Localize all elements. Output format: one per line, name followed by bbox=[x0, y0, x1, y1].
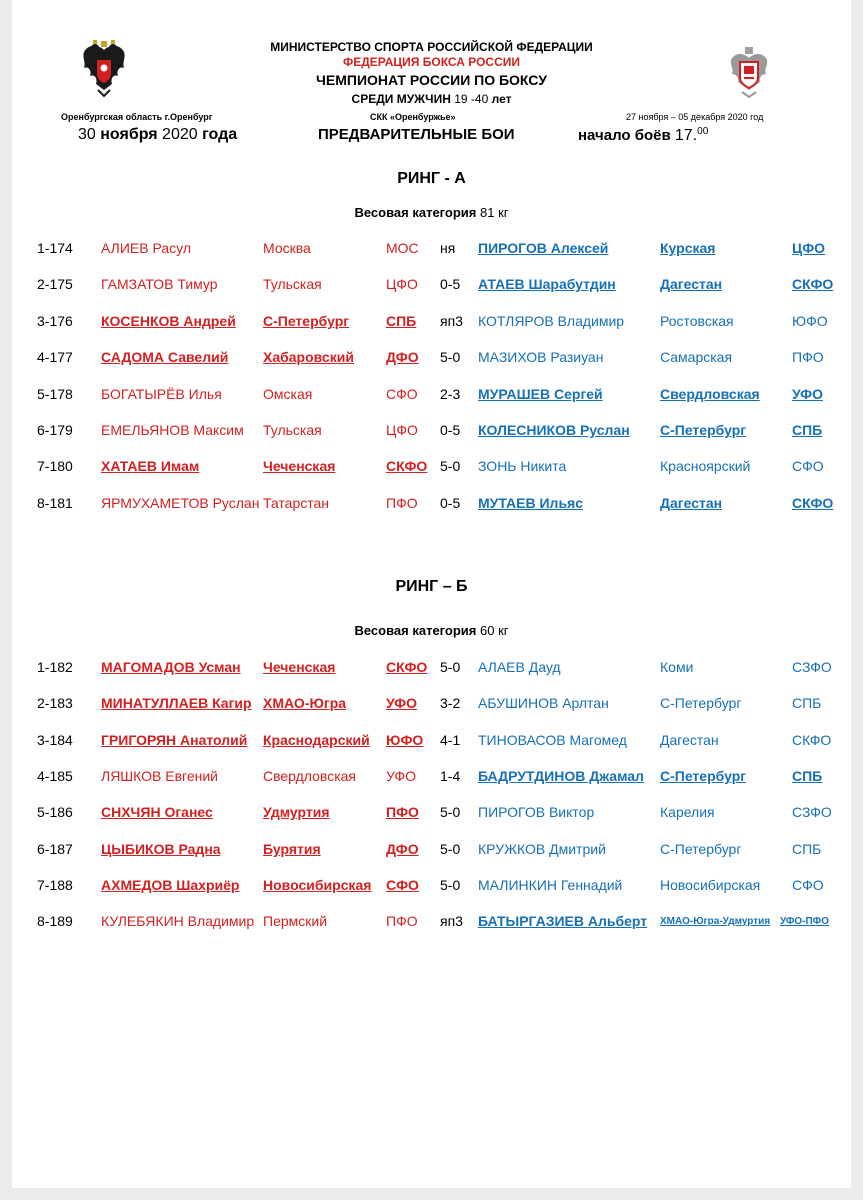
red-boxer-name: ЛЯШКОВ Евгений bbox=[101, 768, 218, 784]
red-boxer-region: Новосибирская bbox=[263, 877, 372, 893]
red-boxer-region: Чеченская bbox=[263, 659, 336, 675]
bout-result: 3-2 bbox=[440, 695, 461, 711]
bout-year-word: года bbox=[202, 126, 238, 143]
bout-number: 6-187 bbox=[37, 841, 73, 857]
stage-title: ПРЕДВАРИТЕЛЬНЫЕ БОИ bbox=[318, 126, 515, 143]
blue-boxer-district: СЗФО bbox=[792, 804, 832, 820]
bout-number: 2-183 bbox=[37, 695, 73, 711]
red-boxer-district: ПФО bbox=[386, 913, 418, 929]
start-minute: 00 bbox=[697, 126, 709, 137]
blue-boxer-name: МУРАШЕВ Сергей bbox=[478, 386, 603, 402]
bout-number: 5-178 bbox=[37, 386, 73, 402]
red-boxer-name: ГРИГОРЯН Анатолий bbox=[101, 732, 248, 748]
blue-boxer-district: ЮФО bbox=[792, 313, 828, 329]
blue-boxer-district: СФО bbox=[792, 458, 824, 474]
blue-boxer-name: МАЗИХОВ Разиуан bbox=[478, 349, 604, 365]
blue-boxer-name: АТАЕВ Шарабутдин bbox=[478, 276, 616, 292]
red-boxer-name: АЛИЕВ Расул bbox=[101, 240, 191, 256]
red-boxer-name: ЯРМУХАМЕТОВ Руслан bbox=[101, 495, 260, 511]
blue-boxer-region: С-Петербург bbox=[660, 695, 742, 711]
bout-row bbox=[0, 422, 863, 442]
bout-result: 5-0 bbox=[440, 349, 461, 365]
start-hour: 17. bbox=[674, 127, 698, 144]
event-location: Оренбургская область г.Оренбург bbox=[61, 112, 213, 122]
red-boxer-name: МИНАТУЛЛАЕВ Кагир bbox=[101, 695, 252, 711]
red-boxer-district: СКФО bbox=[386, 458, 428, 474]
blue-boxer-name: ТИНОВАСОВ Магомед bbox=[478, 732, 627, 748]
bout-result: яп3 bbox=[440, 313, 463, 329]
blue-boxer-name: ПИРОГОВ Алексей bbox=[478, 240, 609, 256]
weight-label: Весовая категория bbox=[354, 205, 480, 220]
bout-result: 5-0 bbox=[440, 841, 461, 857]
blue-boxer-district: СФО bbox=[792, 877, 824, 893]
red-boxer-region: Омская bbox=[263, 386, 313, 402]
championship-title: ЧЕМПИОНАТ РОССИИ ПО БОКСУ bbox=[316, 72, 547, 88]
bout-result: 0-5 bbox=[440, 422, 461, 438]
bout-row bbox=[0, 349, 863, 369]
red-boxer-district: ЦФО bbox=[386, 276, 418, 292]
blue-boxer-name: КОТЛЯРОВ Владимир bbox=[478, 313, 625, 329]
red-boxer-name: КУЛЕБЯКИН Владимир bbox=[101, 913, 255, 929]
bout-result: 1-4 bbox=[440, 768, 461, 784]
blue-boxer-name: МАЛИНКИН Геннадий bbox=[478, 877, 623, 893]
bout-row bbox=[0, 768, 863, 788]
bout-number: 8-189 bbox=[37, 913, 73, 929]
bout-result: 0-5 bbox=[440, 495, 461, 511]
age-suffix: лет bbox=[491, 92, 512, 106]
ministry-title: МИНИСТЕРСТВО СПОРТА РОССИЙСКОЙ ФЕДЕРАЦИИ bbox=[270, 40, 593, 54]
blue-boxer-district: СКФО bbox=[792, 732, 832, 748]
bout-row bbox=[0, 240, 863, 260]
bout-day: 30 bbox=[78, 126, 96, 143]
bout-date bbox=[78, 126, 237, 144]
red-boxer-district: ЦФО bbox=[386, 422, 418, 438]
blue-boxer-region: С-Петербург bbox=[660, 841, 742, 857]
weight-value: 81 кг bbox=[480, 205, 509, 220]
blue-boxer-region: Дагестан bbox=[660, 495, 723, 511]
bout-row bbox=[0, 804, 863, 824]
red-boxer-region: Татарстан bbox=[263, 495, 330, 511]
red-boxer-region: Тульская bbox=[263, 422, 322, 438]
red-boxer-district: СФО bbox=[386, 877, 419, 893]
bout-row bbox=[0, 841, 863, 861]
red-boxer-region: Пермский bbox=[263, 913, 328, 929]
blue-boxer-name: АБУШИНОВ Арлтан bbox=[478, 695, 609, 711]
weight-value: 60 кг bbox=[480, 623, 509, 638]
red-boxer-name: ХАТАЕВ Имам bbox=[101, 458, 200, 474]
red-boxer-district: СПБ bbox=[386, 313, 417, 329]
bout-result: 2-3 bbox=[440, 386, 461, 402]
bout-result: 4-1 bbox=[440, 732, 461, 748]
bout-number: 4-177 bbox=[37, 349, 73, 365]
bout-result: яп3 bbox=[440, 913, 463, 929]
red-boxer-region: Хабаровский bbox=[263, 349, 354, 365]
bout-row bbox=[0, 732, 863, 752]
ring-title: РИНГ - А bbox=[397, 170, 466, 187]
red-boxer-district: УФО bbox=[386, 768, 416, 784]
blue-boxer-region: Красноярский bbox=[660, 458, 751, 474]
blue-boxer-district: СКФО bbox=[792, 495, 834, 511]
red-boxer-name: БОГАТЫРЁВ Илья bbox=[101, 386, 222, 402]
bout-year: 2020 bbox=[162, 126, 198, 143]
weight-category bbox=[0, 205, 863, 220]
blue-boxer-name: МУТАЕВ Ильяс bbox=[478, 495, 584, 511]
blue-boxer-district: СЗФО bbox=[792, 659, 832, 675]
red-boxer-district: ДФО bbox=[386, 841, 419, 857]
red-boxer-region: Чеченская bbox=[263, 458, 336, 474]
bout-number: 5-186 bbox=[37, 804, 73, 820]
red-boxer-name: КОСЕНКОВ Андрей bbox=[101, 313, 236, 329]
red-boxer-name: ГАМЗАТОВ Тимур bbox=[101, 276, 218, 292]
bout-number: 1-174 bbox=[37, 240, 73, 256]
red-boxer-district: МОС bbox=[386, 240, 419, 256]
bout-number: 7-188 bbox=[37, 877, 73, 893]
red-boxer-region: ХМАО-Югра bbox=[263, 695, 347, 711]
age-category-line bbox=[0, 92, 863, 106]
blue-boxer-region: Новосибирская bbox=[660, 877, 761, 893]
blue-boxer-region: Курская bbox=[660, 240, 716, 256]
bout-number: 1-182 bbox=[37, 659, 73, 675]
bout-number: 8-181 bbox=[37, 495, 73, 511]
blue-boxer-name: АЛАЕВ Дауд bbox=[478, 659, 561, 675]
blue-boxer-district: СПБ bbox=[792, 768, 823, 784]
red-boxer-district: ДФО bbox=[386, 349, 419, 365]
bout-row bbox=[0, 276, 863, 296]
blue-boxer-district: СПБ bbox=[792, 422, 823, 438]
red-boxer-region: Москва bbox=[263, 240, 311, 256]
weight-label: Весовая категория bbox=[354, 623, 480, 638]
weight-category bbox=[0, 623, 863, 638]
red-boxer-district: УФО bbox=[386, 695, 418, 711]
blue-boxer-region: Карелия bbox=[660, 804, 715, 820]
federation-title: ФЕДЕРАЦИЯ БОКСА РОССИИ bbox=[342, 55, 521, 69]
bout-row bbox=[0, 695, 863, 715]
bout-result: ня bbox=[440, 240, 456, 256]
bout-month: ноября bbox=[100, 126, 158, 143]
red-boxer-region: Свердловская bbox=[263, 768, 357, 784]
bout-number: 4-185 bbox=[37, 768, 73, 784]
event-dates bbox=[626, 112, 763, 122]
blue-boxer-region: Свердловская bbox=[660, 386, 760, 402]
bout-result: 5-0 bbox=[440, 458, 461, 474]
blue-boxer-district: УФО-ПФО bbox=[780, 916, 829, 927]
red-boxer-name: ЕМЕЛЬЯНОВ Максим bbox=[101, 422, 244, 438]
red-boxer-name: АХМЕДОВ Шахриёр bbox=[101, 877, 240, 893]
red-boxer-district: ПФО bbox=[386, 804, 419, 820]
bout-number: 3-176 bbox=[37, 313, 73, 329]
bout-result: 0-5 bbox=[440, 276, 461, 292]
bout-number: 6-179 bbox=[37, 422, 73, 438]
blue-boxer-region: Самарская bbox=[660, 349, 733, 365]
red-boxer-name: СНХЧЯН Оганес bbox=[101, 804, 213, 820]
bout-number: 2-175 bbox=[37, 276, 73, 292]
among-text: СРЕДИ МУЖЧИН bbox=[351, 92, 451, 106]
bout-row bbox=[0, 386, 863, 406]
bout-result: 5-0 bbox=[440, 659, 461, 675]
red-boxer-name: САДОМА Савелий bbox=[101, 349, 229, 365]
bout-row bbox=[0, 659, 863, 679]
red-boxer-region: Тульская bbox=[263, 276, 322, 292]
blue-boxer-region: ХМАО-Югра-Удмуртия bbox=[660, 916, 771, 927]
bout-row bbox=[0, 313, 863, 333]
bout-row bbox=[0, 913, 863, 933]
blue-boxer-name: БАДРУТДИНОВ Джамал bbox=[478, 768, 644, 784]
blue-boxer-district: СКФО bbox=[792, 276, 834, 292]
bout-row bbox=[0, 877, 863, 897]
red-boxer-name: ЦЫБИКОВ Радна bbox=[101, 841, 221, 857]
bout-result: 5-0 bbox=[440, 877, 461, 893]
blue-boxer-name: КОЛЕСНИКОВ Руслан bbox=[478, 422, 630, 438]
blue-boxer-district: ЦФО bbox=[792, 240, 826, 256]
start-label: начало боёв bbox=[578, 127, 671, 144]
red-boxer-region: Краснодарский bbox=[263, 732, 370, 748]
start-time bbox=[578, 126, 708, 145]
bout-number: 7-180 bbox=[37, 458, 73, 474]
bout-number: 3-184 bbox=[37, 732, 73, 748]
event-venue: СКК «Оренбуржье» bbox=[370, 112, 456, 122]
blue-boxer-region: Ростовская bbox=[660, 313, 734, 329]
blue-boxer-region: Дагестан bbox=[660, 732, 719, 748]
red-boxer-district: ЮФО bbox=[386, 732, 424, 748]
red-boxer-name: МАГОМАДОВ Усман bbox=[101, 659, 241, 675]
bout-row bbox=[0, 458, 863, 478]
blue-boxer-district: ПФО bbox=[792, 349, 824, 365]
event-date-range: 27 ноября – 05 декабря bbox=[626, 112, 726, 122]
red-boxer-district: СФО bbox=[386, 386, 418, 402]
blue-boxer-name: ЗОНЬ Никита bbox=[478, 458, 567, 474]
red-boxer-region: Удмуртия bbox=[263, 804, 330, 820]
bout-result: 5-0 bbox=[440, 804, 461, 820]
blue-boxer-name: БАТЫРГАЗИЕВ Альберт bbox=[478, 913, 648, 929]
blue-boxer-district: СПБ bbox=[792, 695, 822, 711]
blue-boxer-name: ПИРОГОВ Виктор bbox=[478, 804, 595, 820]
blue-boxer-district: УФО bbox=[792, 386, 824, 402]
blue-boxer-region: Коми bbox=[660, 659, 694, 675]
age-range: 19 -40 bbox=[454, 92, 489, 106]
red-boxer-region: Бурятия bbox=[263, 841, 321, 857]
event-year: 2020 год bbox=[727, 112, 764, 122]
red-boxer-region: С-Петербург bbox=[263, 313, 350, 329]
blue-boxer-name: КРУЖКОВ Дмитрий bbox=[478, 841, 606, 857]
red-boxer-district: СКФО bbox=[386, 659, 428, 675]
blue-boxer-region: Дагестан bbox=[660, 276, 723, 292]
ring-title: РИНГ – Б bbox=[395, 578, 468, 595]
blue-boxer-region: С-Петербург bbox=[660, 422, 747, 438]
bout-row bbox=[0, 495, 863, 515]
blue-boxer-district: СПБ bbox=[792, 841, 822, 857]
red-boxer-district: ПФО bbox=[386, 495, 418, 511]
blue-boxer-region: С-Петербург bbox=[660, 768, 747, 784]
